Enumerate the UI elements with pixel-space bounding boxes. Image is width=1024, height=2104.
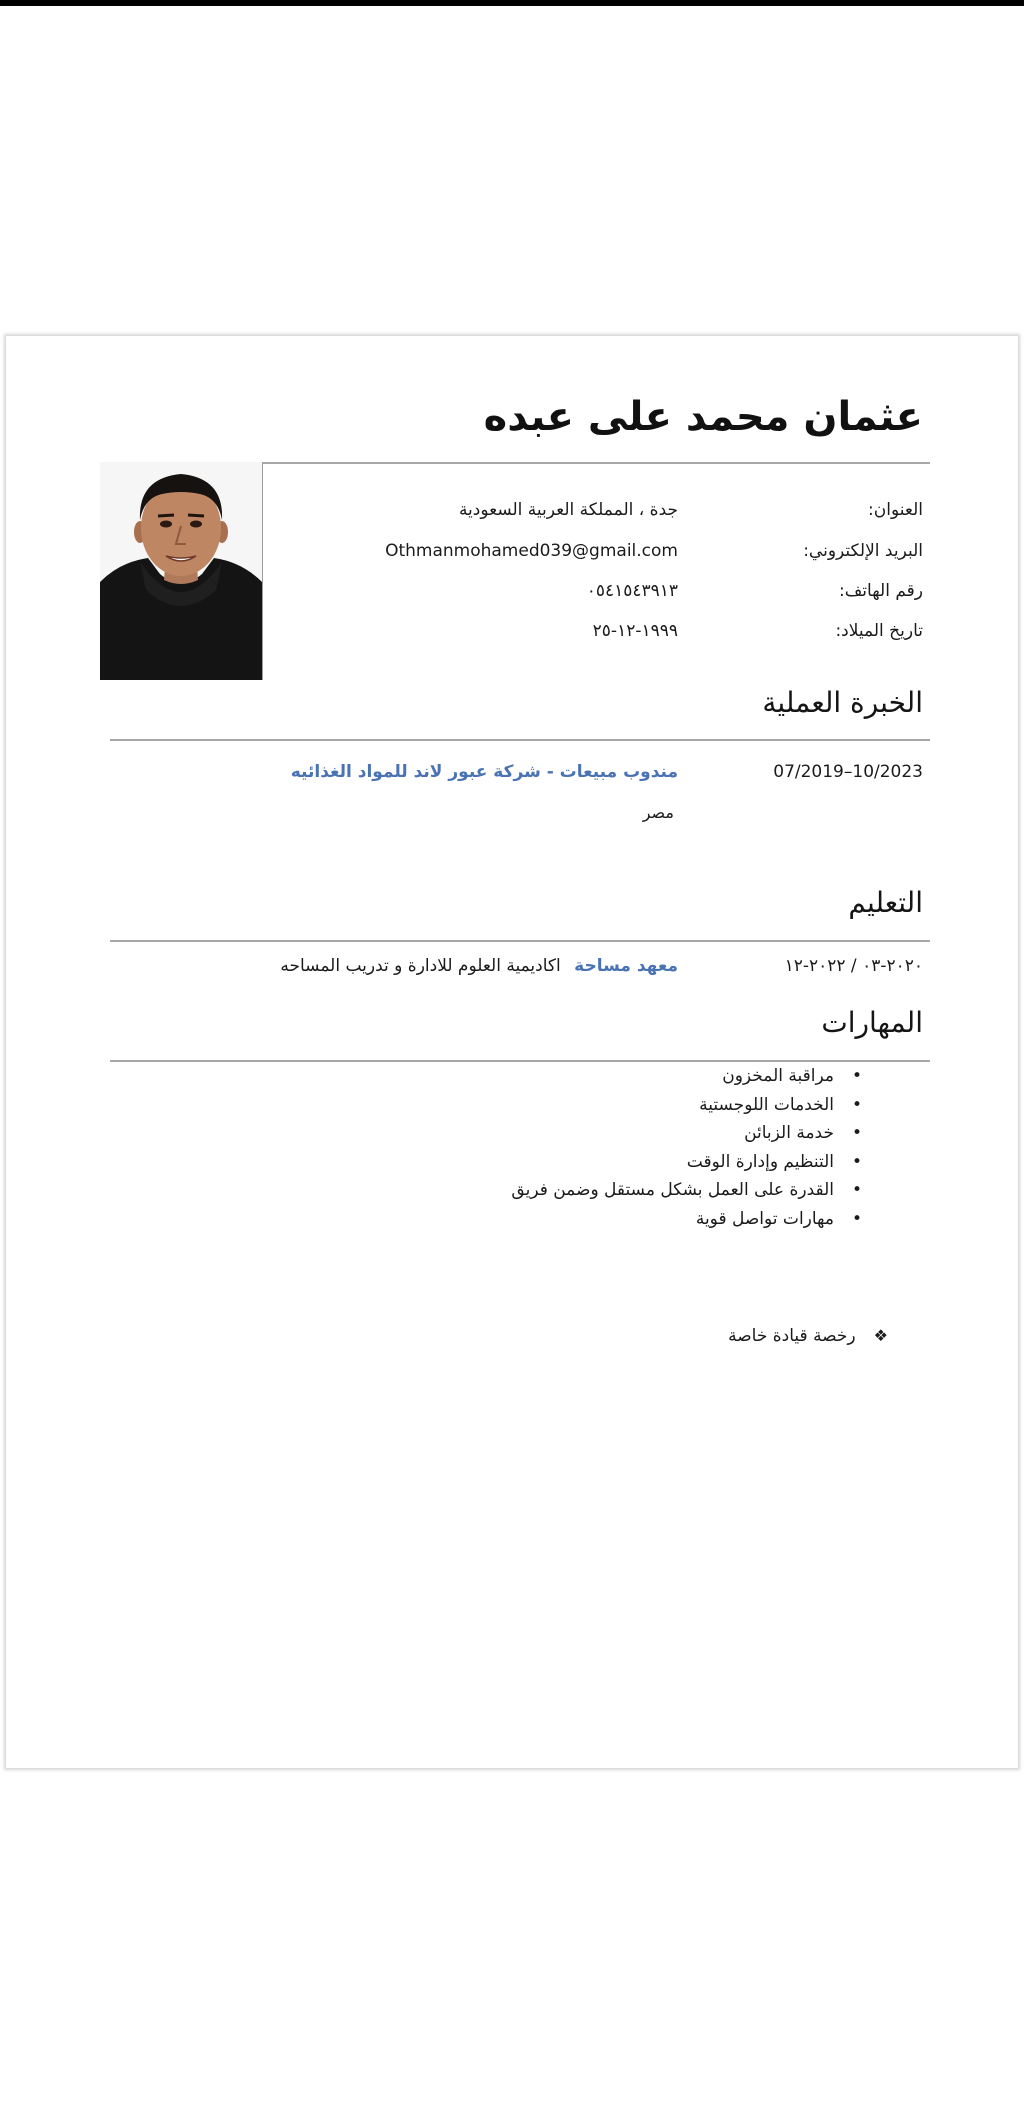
bullet-icon: •: [851, 1151, 862, 1172]
experience-divider: [110, 739, 930, 741]
email-value[interactable]: Othmanmohamed039@gmail.com: [385, 541, 678, 561]
cv-page: [6, 336, 1018, 1768]
phone-label: رقم الهاتف:: [838, 581, 923, 601]
skills-divider: [110, 1060, 930, 1062]
experience-job-title: مندوب مبيعات - شركة عبور لاند للمواد الغذائيه: [290, 762, 678, 782]
list-item: • التنظيم وإدارة الوقت: [686, 1151, 862, 1172]
experience-country: مصر: [642, 803, 674, 822]
diamond-bullet-icon: ❖: [873, 1326, 888, 1345]
bullet-icon: •: [851, 1094, 862, 1115]
address-label: العنوان:: [868, 500, 923, 520]
education-heading: التعليم: [848, 886, 923, 919]
list-item: • القدرة على العمل بشكل مستقل وضمن فريق: [511, 1180, 862, 1200]
list-item: • الخدمات اللوجستية: [699, 1094, 862, 1115]
skills-list: [262, 1066, 862, 1237]
profile-photo: [100, 462, 263, 680]
license-text: رخصة قيادة خاصة: [728, 1326, 856, 1346]
skills-heading: المهارات: [821, 1006, 923, 1039]
list-item: • خدمة الزبائن: [744, 1123, 862, 1143]
experience-date: 07/2019–10/2023: [773, 762, 923, 782]
bullet-icon: •: [851, 1066, 862, 1086]
education-date: ٢٠٢٠-٠٣ / ٢٠٢٢-١٢: [784, 956, 923, 976]
phone-value: ٠٥٤١٥٤٣٩١٣: [586, 581, 678, 601]
bullet-icon: •: [851, 1180, 862, 1200]
birthdate-value: ١٩٩٩-١٢-٢٥: [592, 621, 678, 641]
bullet-icon: •: [851, 1208, 862, 1229]
education-entry: [118, 956, 678, 976]
person-portrait-icon: [100, 462, 262, 680]
education-institute: معهد مساحة: [574, 956, 678, 976]
list-item: • مهارات تواصل قوية: [695, 1208, 862, 1229]
education-detail: اكاديمية العلوم للادارة و تدريب المساحه: [280, 956, 561, 976]
cv-name: عثمان محمد على عبده: [483, 394, 923, 440]
bullet-icon: •: [851, 1123, 862, 1143]
status-bar: [0, 0, 1024, 6]
email-label: البريد الإلكتروني:: [803, 541, 923, 561]
list-item: • مراقبة المخزون: [722, 1066, 862, 1086]
experience-heading: الخبرة العملية: [762, 686, 923, 719]
driving-license: [488, 1326, 888, 1346]
address-value: جدة ، المملكة العربية السعودية: [458, 500, 678, 520]
birthdate-label: تاريخ الميلاد:: [835, 621, 923, 641]
education-divider: [110, 940, 930, 942]
